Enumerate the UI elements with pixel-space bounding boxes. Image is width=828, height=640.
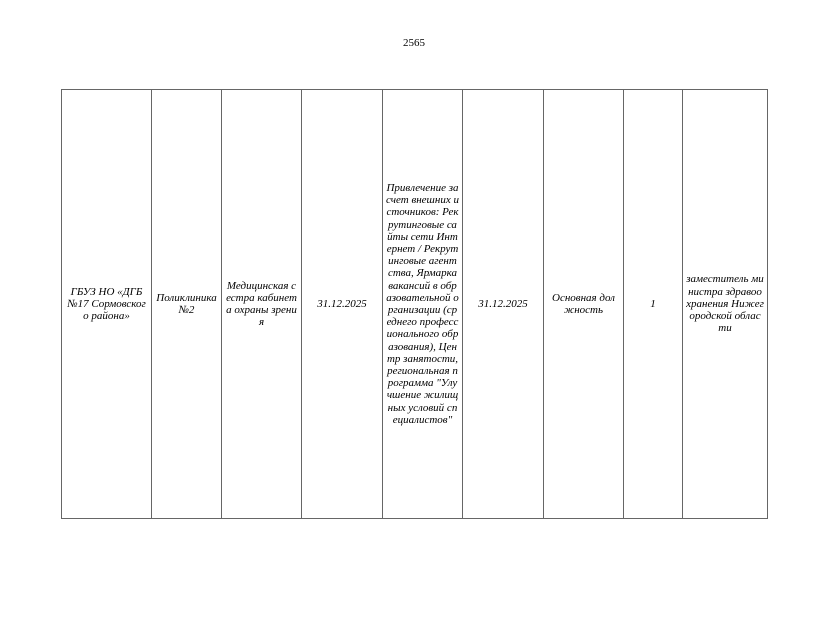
cell-position: Медицинская сестра кабинета охраны зрения bbox=[222, 90, 302, 519]
cell-division: Поликлиника №2 bbox=[152, 90, 222, 519]
cell-position-type: Основная должность bbox=[544, 90, 624, 519]
cell-measures: Привлечение за счет внешних источников: Рекрутинговые сайты сети Интернет / Рекрутинговые агентства, Ярмарка вакансий в образовательной организации (среднего профессионального образования), Центр занятости, региональная программа "Улучшение жилищных условий специалистов" bbox=[383, 90, 463, 519]
cell-organization: ГБУЗ НО «ДГБ №17 Сормовского района» bbox=[62, 90, 152, 519]
vacancy-table bbox=[61, 89, 768, 519]
table-row bbox=[62, 90, 768, 519]
cell-count: 1 bbox=[624, 90, 683, 519]
page-number: 2565 bbox=[403, 37, 425, 49]
cell-responsible: заместитель министра здравоохранения Нижегородской области bbox=[683, 90, 768, 519]
cell-date-end: 31.12.2025 bbox=[463, 90, 544, 519]
cell-date-start: 31.12.2025 bbox=[302, 90, 383, 519]
